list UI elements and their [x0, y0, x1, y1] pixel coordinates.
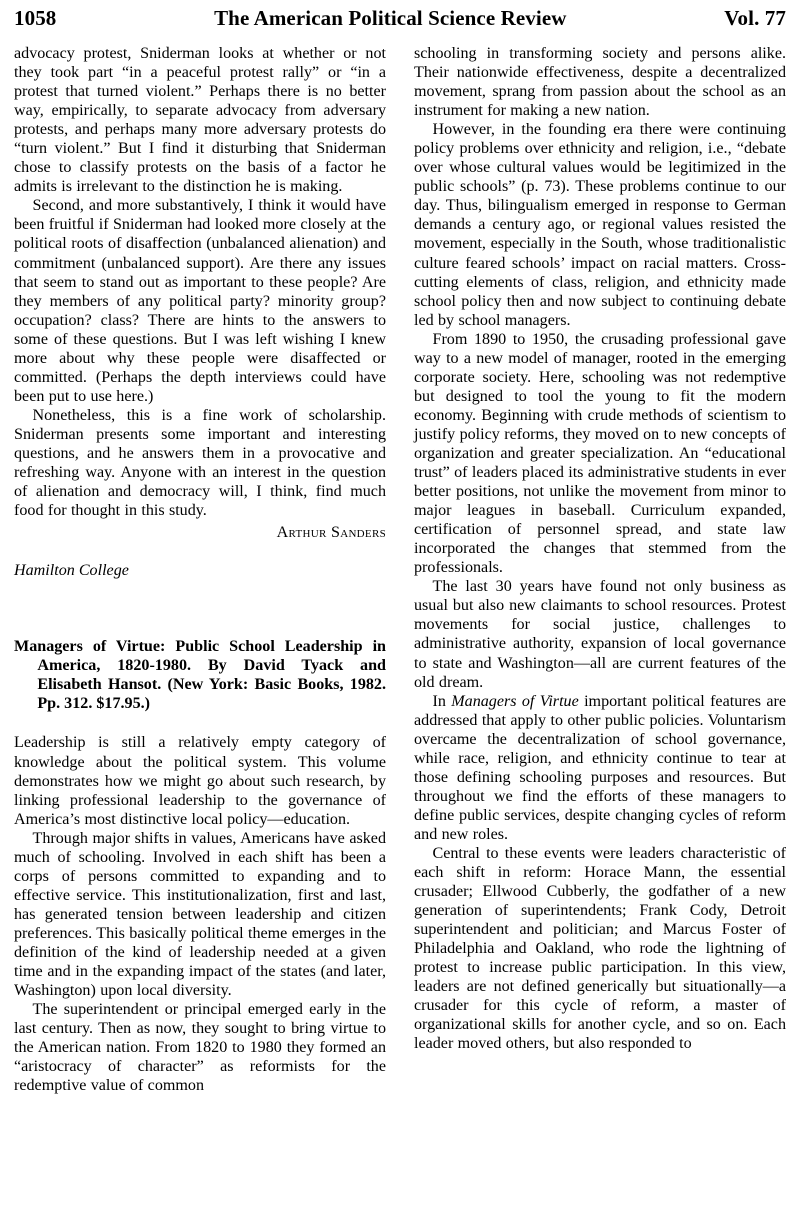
review-signature: Arthur Sanders — [276, 524, 386, 542]
left-column — [14, 44, 386, 1204]
book-citation-title: Managers of Virtue: Public School Leadership in America, 1820-1980. — [14, 638, 386, 675]
volume-label: Vol. 77 — [724, 6, 786, 30]
paragraph-tail: important political features are addressed that apply to other public policies. Voluntarism overcame the decentralization of school governance, while race, religion, and ethnicity continue to tear at those defining schooling purposes and resources. But throughout we find the efforts of these managers to define public services, despite changing cycles of reform and new roles. — [414, 692, 786, 843]
paragraph: Nonetheless, this is a fine work of scholarship. Sniderman presents some important and interesting questions, and he answers them in a provocative and refreshing way. Anyone with an interest in the question of alienation and democracy will, I think, find much food for thought in this study. — [14, 406, 386, 520]
book-title-italic: Managers of Virtue — [451, 692, 579, 710]
paragraph: From 1890 to 1950, the crusading professional gave way to a new model of manager, rooted in the emerging corporate society. Here, schooling was not redemptive but designed to tool the young to fit the modern economy. Beginning with crude methods of scientism to justify policy reforms, they moved on to new concepts of organization and greater specialization. An “educational trust” of leaders placed its administrative students in ever better positions, not unlike the movement from minor to major leagues in baseball. Curriculum expanded, certification of personnel spread, and state law incorporated the changes that stemmed from the professionals. — [414, 330, 786, 577]
right-column — [414, 44, 786, 1204]
paragraph-continued: advocacy protest, Sniderman looks at whether or not they took part “in a peaceful protest rally” or “in a protest that turned violent.” Perhaps there is no better way, empirically, to separate advocacy from adversary protests, and perhaps many more adversary protests do “turn violent.” But I find it disturbing that Sniderman chose to classify protests on the basis of a factor he admits is irrelevant to the distinction he is making. — [14, 45, 386, 196]
paragraph: Central to these events were leaders characteristic of each shift in reform: Horace Mann, the essential crusader; Ellwood Cubberly, the godfather of a new generation of superintendents; Frank Cody, Detroit superintendent and politician; and Marcus Foster of Philadelphia and Oakland, who rode the lightning of protest to increase public participation. In this view, leaders are not defined generically but situationally—a crusader for this cycle of reform, a master of organizational skills for another cycle, and so on. Each leader moved others, but also responded to — [414, 844, 786, 1053]
journal-title: The American Political Science Review — [214, 6, 567, 30]
paragraph-lead: In — [432, 692, 452, 710]
paragraph-continued: schooling in transforming society and persons alike. Their nationwide effectiveness, despite a decentralized movement, sprang from passion about the school as an instrument for making a new nation. — [414, 45, 786, 120]
paragraph: The superintendent or principal emerged early in the last century. Then as now, they sought to bring virtue to the American nation. From 1820 to 1980 they formed an “aristocracy of character” as reformists for the redemptive value of common — [14, 1001, 386, 1095]
paragraph: Second, and more substantively, I think it would have been fruitful if Sniderman had looked more closely at the political roots of disaffection (unbalanced alienation) and commitment (unbalanced support). Are there any issues that seem to stand out as important to these people? Are they members of any political party? minority group? occupation? class? There are hints to the answers to some of these questions. But I was left wishing I knew more about why these people were disaffected or committed. (Perhaps the depth interviews could have been put to use here.) — [14, 197, 386, 405]
book-citation-details: By David Tyack and Elisabeth Hansot. (New York: Basic Books, 1982. Pp. 312. $17.95.) — [37, 657, 387, 713]
body-columns — [14, 44, 786, 1204]
paragraph: Through major shifts in values, Americans have asked much of schooling. Involved in each shift has been a corps of persons committed to expanding and to effective service. This institutionalization, first and last, has generated tension between leadership and citizen preferences. This basically political theme emerges in the definition of the kind of leadership needed at a given time and in the expanding impact of the states (and later, Washington) upon local diversity. — [14, 829, 386, 1000]
paragraph: Leadership is still a relatively empty category of knowledge about the political system. This volume demonstrates how we might go about such research, by linking professional leadership to the governance of America’s most distinctive local policy—education. — [14, 734, 386, 828]
book-citation — [14, 580, 386, 713]
review-affiliation: Hamilton College — [14, 562, 129, 580]
running-head — [14, 6, 786, 32]
paragraph: However, in the founding era there were continuing policy problems over ethnicity and religion, i.e., “debate over whose cultural values would be legitimized in the public schools” (p. 73). These problems continue to our day. Thus, bilingualism emerged in response to German demands a century ago, or regional values resisted the movement, especially in the South, whose traditionalistic culture feared schools’ impact on racial matters. Cross-cutting elements of class, religion, and ethnicity made school policy then and now subject to continuing debate led by school managers. — [414, 121, 786, 329]
paragraph: The last 30 years have found not only business as usual but also new claimants to school resources. Protest movements for social justice, challenges to administrative authority, expansion of local governance to state and Washington—all are current features of the old dream. — [414, 578, 786, 691]
page-number: 1058 — [14, 6, 57, 30]
paragraph-with-book-title — [414, 692, 786, 844]
